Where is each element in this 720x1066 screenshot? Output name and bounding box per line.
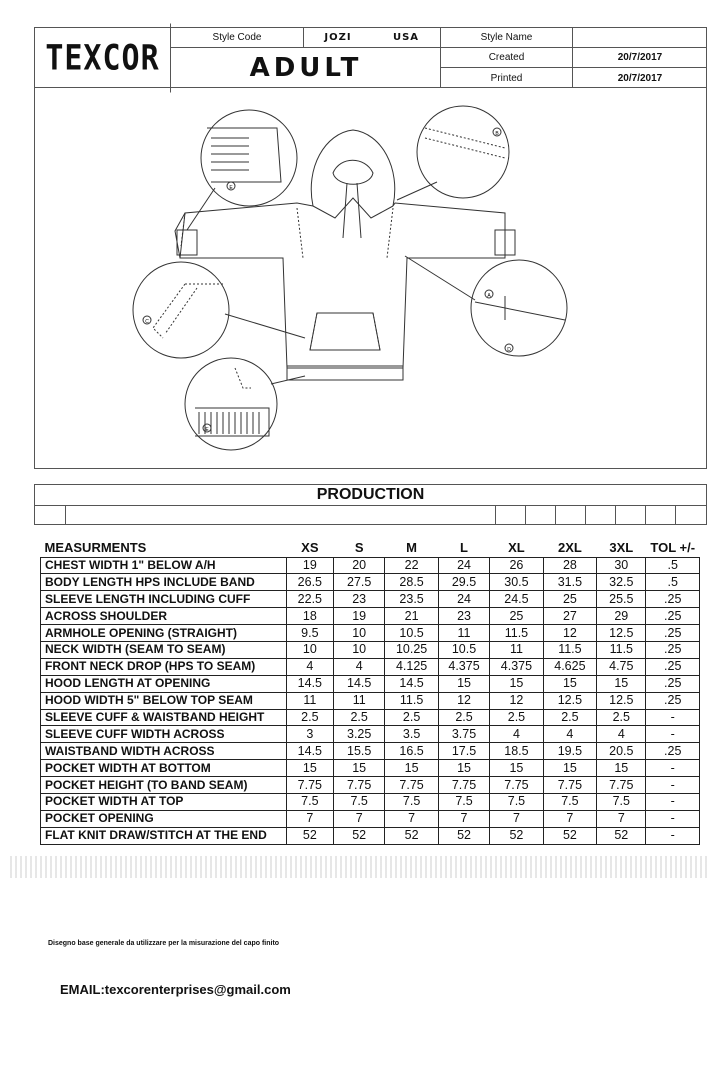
measurement-value: 15 (385, 760, 438, 777)
measurement-value: 14.5 (286, 675, 333, 692)
measurement-value: 2.5 (490, 709, 543, 726)
detail-callout-label: E (229, 185, 233, 191)
measurement-label: POCKET WIDTH AT BOTTOM (41, 760, 287, 777)
measurement-value: 15 (438, 675, 489, 692)
measurement-value: 7.5 (597, 793, 646, 810)
measurement-value: - (646, 760, 700, 777)
measurement-value: .25 (646, 743, 700, 760)
measurement-value: 2.5 (385, 709, 438, 726)
measurement-value: 17.5 (438, 743, 489, 760)
table-row (41, 743, 700, 760)
measurement-value: 16.5 (385, 743, 438, 760)
measurement-value: .25 (646, 641, 700, 658)
measurement-value: 18.5 (490, 743, 543, 760)
measurement-label: POCKET OPENING (41, 810, 287, 827)
measurement-value: 22.5 (286, 591, 333, 608)
measurement-value: 10 (333, 625, 384, 642)
measurement-value: 2.5 (543, 709, 596, 726)
measurement-value: 7 (385, 810, 438, 827)
measurement-value: 52 (597, 827, 646, 844)
measurement-value: 15 (438, 760, 489, 777)
measurement-value: 12.5 (597, 692, 646, 709)
measurement-value: 15.5 (333, 743, 384, 760)
grid-divider (645, 505, 646, 524)
measurement-value: 19 (286, 557, 333, 574)
measurement-value: .25 (646, 625, 700, 642)
measurement-value: 7 (543, 810, 596, 827)
measurement-label: BODY LENGTH HPS INCLUDE BAND (41, 574, 287, 591)
contact-email: EMAIL:texcorenterprises@gmail.com (60, 982, 291, 997)
measurement-value: 7.5 (543, 793, 596, 810)
measurement-label: WAISTBAND WIDTH ACROSS (41, 743, 287, 760)
measurement-value: 11 (333, 692, 384, 709)
measurement-value: 10 (286, 641, 333, 658)
measurement-value: 12.5 (543, 692, 596, 709)
measurement-value: 7 (333, 810, 384, 827)
detail-callout-label: A (487, 293, 491, 299)
measurement-value: 7.75 (438, 777, 489, 794)
measurement-value: 7.75 (543, 777, 596, 794)
measurement-value: 4.375 (490, 658, 543, 675)
measurement-label: POCKET WIDTH AT TOP (41, 793, 287, 810)
table-row (41, 658, 700, 675)
measurement-label: SLEEVE LENGTH INCLUDING CUFF (41, 591, 287, 608)
measurement-value: 9.5 (286, 625, 333, 642)
table-row (41, 709, 700, 726)
grid-divider (585, 505, 586, 524)
measurement-value: 11 (286, 692, 333, 709)
style-name-label: Style Name (441, 28, 573, 48)
measurement-value: 27 (543, 608, 596, 625)
measurement-value: 4 (490, 726, 543, 743)
measurement-value: 2.5 (333, 709, 384, 726)
measurement-value: 26 (490, 557, 543, 574)
measurement-value: 3.5 (385, 726, 438, 743)
measurement-value: - (646, 726, 700, 743)
measurement-value: 4.625 (543, 658, 596, 675)
detail-callout-label: C (145, 319, 149, 325)
measurement-value: 14.5 (385, 675, 438, 692)
table-row (41, 760, 700, 777)
measurement-value: 4.125 (385, 658, 438, 675)
texcor-logo: TEXCOR (35, 24, 171, 93)
column-header: 2XL (557, 539, 582, 555)
measurement-value: 22 (385, 557, 438, 574)
measurement-label: POCKET HEIGHT (TO BAND SEAM) (41, 777, 287, 794)
table-row (41, 591, 700, 608)
measurement-value: 3.75 (438, 726, 489, 743)
measurement-value: 30.5 (490, 574, 543, 591)
measurement-value: 20.5 (597, 743, 646, 760)
header-block (34, 27, 707, 88)
measurement-value: 2.5 (286, 709, 333, 726)
measurement-value: 7.5 (333, 793, 384, 810)
measurement-value: 52 (490, 827, 543, 844)
table-row (41, 777, 700, 794)
measurement-value: 7.75 (385, 777, 438, 794)
detail-callout-label: E (205, 427, 209, 433)
measurement-value: 52 (543, 827, 596, 844)
measurement-value: 7.75 (286, 777, 333, 794)
table-row (41, 608, 700, 625)
measurement-value: 24.5 (490, 591, 543, 608)
measurement-value: .25 (646, 658, 700, 675)
measurement-value: 7 (490, 810, 543, 827)
drawing-note: Disegno base generale da utilizzare per la misurazione del capo finito (48, 940, 280, 947)
measurement-value: 2.5 (438, 709, 489, 726)
measurement-value: 15 (286, 760, 333, 777)
grid-divider (525, 505, 526, 524)
measurement-value: 18 (286, 608, 333, 625)
technical-drawing-area (34, 88, 707, 469)
measurement-value: 7 (438, 810, 489, 827)
printed-date: 20/7/2017 (617, 72, 663, 84)
brand-jozi: JOZI (304, 28, 372, 48)
measurement-value: 4.75 (597, 658, 646, 675)
measurement-value: 19 (333, 608, 384, 625)
hoodie-technical-sketch (35, 88, 708, 469)
measurement-value: 14.5 (333, 675, 384, 692)
measurement-value: - (646, 777, 700, 794)
measurement-value: 15 (543, 675, 596, 692)
measurement-value: 26.5 (286, 574, 333, 591)
measurement-value: 15 (597, 675, 646, 692)
table-header-row (41, 538, 700, 557)
measurement-value: 30 (597, 557, 646, 574)
table-row (41, 574, 700, 591)
table-row (41, 726, 700, 743)
measurement-value: - (646, 793, 700, 810)
measurement-value: 7.75 (597, 777, 646, 794)
measurement-value: 7 (597, 810, 646, 827)
column-header: XS (301, 539, 319, 555)
measurement-value: .25 (646, 608, 700, 625)
measurement-value: 23 (438, 608, 489, 625)
measurement-value: 25 (490, 608, 543, 625)
measurement-value: 52 (333, 827, 384, 844)
measurement-value: 10 (333, 641, 384, 658)
measurement-value: 11.5 (490, 625, 543, 642)
measurement-value: 7.75 (490, 777, 543, 794)
column-header: 3XL (609, 539, 634, 555)
measurement-value: 4 (286, 658, 333, 675)
measurement-value: 10.5 (438, 641, 489, 658)
detail-callout-label: D (507, 347, 511, 353)
measurement-value: 20 (333, 557, 384, 574)
measurement-value: 23 (333, 591, 384, 608)
measurement-value: 12 (543, 625, 596, 642)
grid-divider (495, 505, 496, 524)
table-row (41, 675, 700, 692)
measurement-value: 52 (286, 827, 333, 844)
measurement-value: 24 (438, 591, 489, 608)
measurement-value: .25 (646, 692, 700, 709)
measurement-value: 52 (438, 827, 489, 844)
measurement-value: 10.5 (385, 625, 438, 642)
measurement-value: .25 (646, 675, 700, 692)
measurement-value: .5 (646, 574, 700, 591)
measurement-value: 28 (543, 557, 596, 574)
measurement-value: 24 (438, 557, 489, 574)
measurement-value: 12 (490, 692, 543, 709)
column-header: S (354, 539, 364, 555)
measurement-value: 7.5 (286, 793, 333, 810)
measurement-label: SLEEVE CUFF WIDTH ACROSS (41, 726, 287, 743)
measurement-value: 3 (286, 726, 333, 743)
measurement-value: 31.5 (543, 574, 596, 591)
measurement-value: 32.5 (597, 574, 646, 591)
measurement-value: 15 (490, 675, 543, 692)
measurement-value: 27.5 (333, 574, 384, 591)
table-row (41, 625, 700, 642)
table-row (41, 641, 700, 658)
measurement-value: - (646, 709, 700, 726)
measurement-value: 29 (597, 608, 646, 625)
detail-callout-label: B (495, 131, 499, 137)
measurement-label: HOOD WIDTH 5" BELOW TOP SEAM (41, 692, 287, 709)
measurement-value: 52 (385, 827, 438, 844)
grid-divider (615, 505, 616, 524)
measurement-value: 11.5 (597, 641, 646, 658)
grid-divider (65, 505, 66, 524)
table-row (41, 793, 700, 810)
measurement-value: 15 (597, 760, 646, 777)
measurement-value: 4.375 (438, 658, 489, 675)
measurement-value: - (646, 827, 700, 844)
measurement-value: 11 (438, 625, 489, 642)
table-row (41, 692, 700, 709)
measurement-table (40, 538, 700, 845)
measurement-value: 12 (438, 692, 489, 709)
grid-divider (555, 505, 556, 524)
created-date: 20/7/2017 (573, 48, 707, 68)
production-title: PRODUCTION (34, 484, 707, 506)
measurement-label: NECK WIDTH (SEAM TO SEAM) (41, 641, 287, 658)
measurement-value: 23.5 (385, 591, 438, 608)
created-label: Created (441, 48, 573, 68)
measurement-value: 2.5 (597, 709, 646, 726)
grid-divider (675, 505, 676, 524)
measurement-label: SLEEVE CUFF & WAISTBAND HEIGHT (41, 709, 287, 726)
measurement-label: FLAT KNIT DRAW/STITCH AT THE END (41, 827, 287, 844)
measurement-value: 3.25 (333, 726, 384, 743)
table-row (41, 827, 700, 844)
product-line-title: ADULT (172, 48, 441, 88)
measurement-label: CHEST WIDTH 1" BELOW A/H (41, 557, 287, 574)
measurement-value: .5 (646, 557, 700, 574)
measurement-value: 15 (333, 760, 384, 777)
column-header: MEASURMENTS (44, 539, 147, 555)
column-header: L (460, 539, 468, 555)
measurement-value: 7.5 (438, 793, 489, 810)
measurement-value: 12.5 (597, 625, 646, 642)
measurement-value: 11.5 (543, 641, 596, 658)
measurement-value: 14.5 (286, 743, 333, 760)
column-header: M (406, 539, 418, 555)
production-grid-row (34, 505, 707, 525)
measurement-label: ACROSS SHOULDER (41, 608, 287, 625)
measurement-value: 25.5 (597, 591, 646, 608)
measurement-value: 4 (543, 726, 596, 743)
measurement-value: 15 (543, 760, 596, 777)
measurement-value: 19.5 (543, 743, 596, 760)
measurement-value: 11.5 (385, 692, 438, 709)
style-name-value (573, 28, 707, 48)
measurement-value: .25 (646, 591, 700, 608)
measurement-label: ARMHOLE OPENING (STRAIGHT) (41, 625, 287, 642)
scan-noise-strip (10, 856, 710, 878)
style-code-label: Style Code (171, 28, 304, 48)
measurement-value: 25 (543, 591, 596, 608)
measurement-value: 29.5 (438, 574, 489, 591)
column-header: XL (508, 539, 525, 555)
measurement-value: 11 (490, 641, 543, 658)
measurement-value: 21 (385, 608, 438, 625)
table-row (41, 810, 700, 827)
measurement-value: - (646, 810, 700, 827)
measurement-label: FRONT NECK DROP (HPS TO SEAM) (41, 658, 287, 675)
measurement-value: 7.5 (490, 793, 543, 810)
printed-label: Printed (441, 68, 573, 88)
measurement-value: 15 (490, 760, 543, 777)
measurement-label: HOOD LENGTH AT OPENING (41, 675, 287, 692)
measurement-value: 7.5 (385, 793, 438, 810)
measurement-value: 4 (333, 658, 384, 675)
brand-usa: USA (372, 28, 441, 48)
measurement-value: 7 (286, 810, 333, 827)
measurement-value: 4 (597, 726, 646, 743)
column-header: TOL +/- (650, 539, 696, 555)
measurement-value: 28.5 (385, 574, 438, 591)
measurement-value: 10.25 (385, 641, 438, 658)
measurement-value: 7.75 (333, 777, 384, 794)
table-body (41, 557, 700, 844)
table-row (41, 557, 700, 574)
